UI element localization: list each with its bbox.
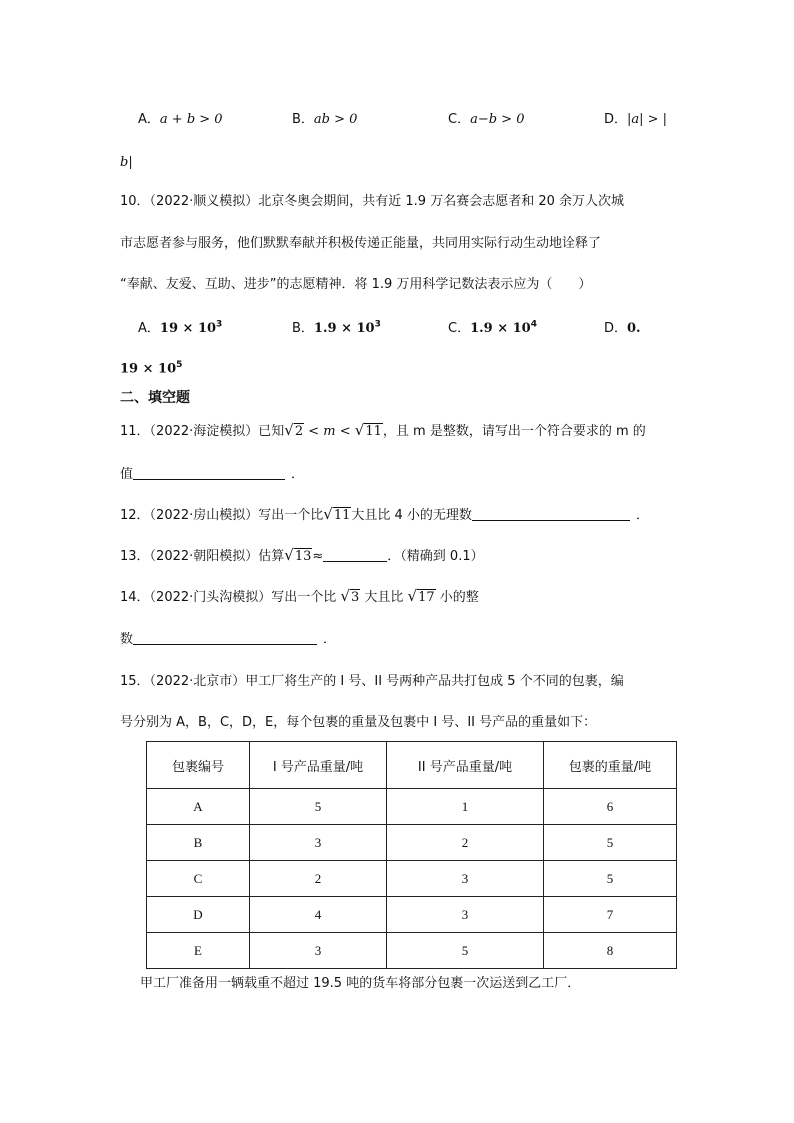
table-cell: 1 <box>387 789 544 825</box>
q13-line1 <box>120 545 484 564</box>
inequality-text: < m < <box>304 424 355 439</box>
table-row <box>147 933 677 969</box>
table-row <box>147 861 677 897</box>
q10-line1 <box>120 190 624 209</box>
q9-option-c <box>448 108 524 127</box>
question-text: 大且比 4 小的无理数 <box>351 508 472 523</box>
table-header-row <box>147 742 677 789</box>
option-label: A． <box>138 321 160 336</box>
q9-option-a <box>138 108 223 127</box>
question-number: 15． <box>120 674 150 689</box>
option-exp: 4 <box>530 319 537 330</box>
q14-line2 <box>120 628 336 647</box>
table-cell: 3 <box>250 825 387 861</box>
option-label: C． <box>448 112 471 127</box>
question-text: 小的整 <box>435 590 479 605</box>
sqrt-expression: √3 <box>340 587 360 605</box>
option-exp: 3 <box>216 319 223 330</box>
q10-option-d-cont <box>120 360 182 376</box>
q10-line3: “奉献、友爱、互助、进步”的志愿精神．将 1.9 万用科学记数法表示应为（ ） <box>120 277 592 292</box>
approx-sign: ≈ <box>312 549 324 564</box>
radicand: 17 <box>418 590 435 605</box>
table-row <box>147 897 677 933</box>
question-source: （2022·海淀模拟） <box>149 424 259 439</box>
table-cell: B <box>147 825 250 861</box>
table-cell: 4 <box>250 897 387 933</box>
table-row <box>147 825 677 861</box>
sqrt-expression: √17 <box>407 587 435 605</box>
option-exp: 5 <box>176 360 183 370</box>
option-expr: a + b > 0 <box>159 112 223 127</box>
question-text: 数 <box>120 632 134 647</box>
package-table <box>146 741 677 969</box>
q10-option-a <box>138 317 222 336</box>
option-label: C． <box>448 321 471 336</box>
q15-line2: 号分别为 A，B，C，D，E，每个包裹的重量及包裹中 I 号、II 号产品的重量如下： <box>120 715 597 730</box>
answer-blank[interactable] <box>323 547 387 562</box>
question-text: ．（精确到 0.1） <box>387 549 484 564</box>
q10-option-b <box>292 317 381 336</box>
sqrt-expression: √11 <box>323 505 351 523</box>
table-header: II 号产品重量/吨 <box>387 742 544 789</box>
table-cell: E <box>147 933 250 969</box>
q10-option-d <box>604 317 641 336</box>
answer-blank[interactable] <box>133 630 317 645</box>
option-label: A． <box>138 112 160 127</box>
q9-option-b <box>292 108 357 127</box>
question-text: ． <box>323 632 337 647</box>
answer-blank[interactable] <box>472 506 630 521</box>
table-cell: C <box>147 861 250 897</box>
option-expr: ab > 0 <box>313 112 358 127</box>
q12-line1 <box>120 504 649 523</box>
answer-blank[interactable] <box>133 465 285 480</box>
question-text: 写出一个比 <box>271 590 341 605</box>
q10-option-c <box>448 317 537 336</box>
question-number: 14． <box>120 590 150 605</box>
option-expr: 1.9 × 10 <box>313 321 375 336</box>
radicand: 11 <box>365 424 382 439</box>
table-cell: 3 <box>250 933 387 969</box>
radicand: 2 <box>294 424 304 439</box>
question-text: 北京冬奥会期间，共有近 1.9 万名赛会志愿者和 20 余万人次城 <box>258 194 625 209</box>
question-source: （2022·顺义模拟） <box>149 194 259 209</box>
question-text: 甲工厂将生产的 I 号、II 号两种产品共打包成 5 个不同的包裹，编 <box>245 674 624 689</box>
question-text: ． <box>291 467 305 482</box>
question-text: 值 <box>120 467 134 482</box>
option-expr: |a| > | <box>627 112 668 127</box>
option-expr-cont: 19 × 10 <box>120 361 177 377</box>
table-row <box>147 789 677 825</box>
option-expr: 0. <box>627 321 641 336</box>
option-exp: 3 <box>374 319 381 330</box>
question-number: 10． <box>120 194 150 209</box>
table-cell: 2 <box>387 825 544 861</box>
sqrt-expression: √13 <box>284 546 312 564</box>
table-cell: 5 <box>544 861 677 897</box>
question-number: 12． <box>120 508 150 523</box>
question-text: 估算 <box>258 549 285 564</box>
question-source: （2022·朝阳模拟） <box>149 549 259 564</box>
question-source: （2022·北京市） <box>149 674 246 689</box>
table-cell: A <box>147 789 250 825</box>
section-title: 二、填空题 <box>120 390 190 406</box>
question-source: （2022·门头沟模拟） <box>149 590 272 605</box>
option-expr: 1.9 × 10 <box>470 321 531 336</box>
table-cell: 5 <box>250 789 387 825</box>
table-cell: 2 <box>250 861 387 897</box>
question-text: ，且 m 是整数，请写出一个符合要求的 m 的 <box>382 424 646 439</box>
q15-line1 <box>120 670 624 689</box>
table-cell: D <box>147 897 250 933</box>
q9-option-d-cont: b| <box>120 155 133 170</box>
option-label: B． <box>292 112 314 127</box>
table-header: 包裹的重量/吨 <box>544 742 677 789</box>
q11-line1 <box>120 420 646 439</box>
option-label: B． <box>292 321 314 336</box>
option-expr: 19 × 10 <box>159 321 217 336</box>
radicand: 11 <box>333 508 351 523</box>
table-cell: 5 <box>544 825 677 861</box>
question-text: 大且比 <box>360 590 408 605</box>
table-cell: 3 <box>387 897 544 933</box>
question-text: ． <box>635 508 649 523</box>
sqrt-expression: √11 <box>354 421 382 439</box>
option-label: D． <box>604 321 628 336</box>
radicand: 3 <box>350 590 360 605</box>
table-cell: 6 <box>544 789 677 825</box>
question-number: 13． <box>120 549 150 564</box>
q15-after-table: 甲工厂准备用一辆载重不超过 19.5 吨的货车将部分包裹一次运送到乙工厂． <box>140 976 581 991</box>
q10-line2: 市志愿者参与服务，他们默默奉献并积极传递正能量，共同用实际行动生动地诠释了 <box>120 236 602 251</box>
radicand: 13 <box>294 549 312 564</box>
table-cell: 3 <box>387 861 544 897</box>
table-cell: 8 <box>544 933 677 969</box>
table-cell: 7 <box>544 897 677 933</box>
option-label: D． <box>604 112 628 127</box>
question-source: （2022·房山模拟） <box>149 508 259 523</box>
question-text: 已知 <box>258 424 285 439</box>
q14-line1 <box>120 586 479 605</box>
question-text: 写出一个比 <box>258 508 324 523</box>
sqrt-expression: √2 <box>284 421 304 439</box>
table-cell: 5 <box>387 933 544 969</box>
table-header: 包裹编号 <box>147 742 250 789</box>
table-header: I 号产品重量/吨 <box>250 742 387 789</box>
option-expr: a−b > 0 <box>470 112 525 127</box>
question-number: 11． <box>120 424 150 439</box>
q11-line2 <box>120 463 304 482</box>
q9-option-d <box>604 108 667 127</box>
